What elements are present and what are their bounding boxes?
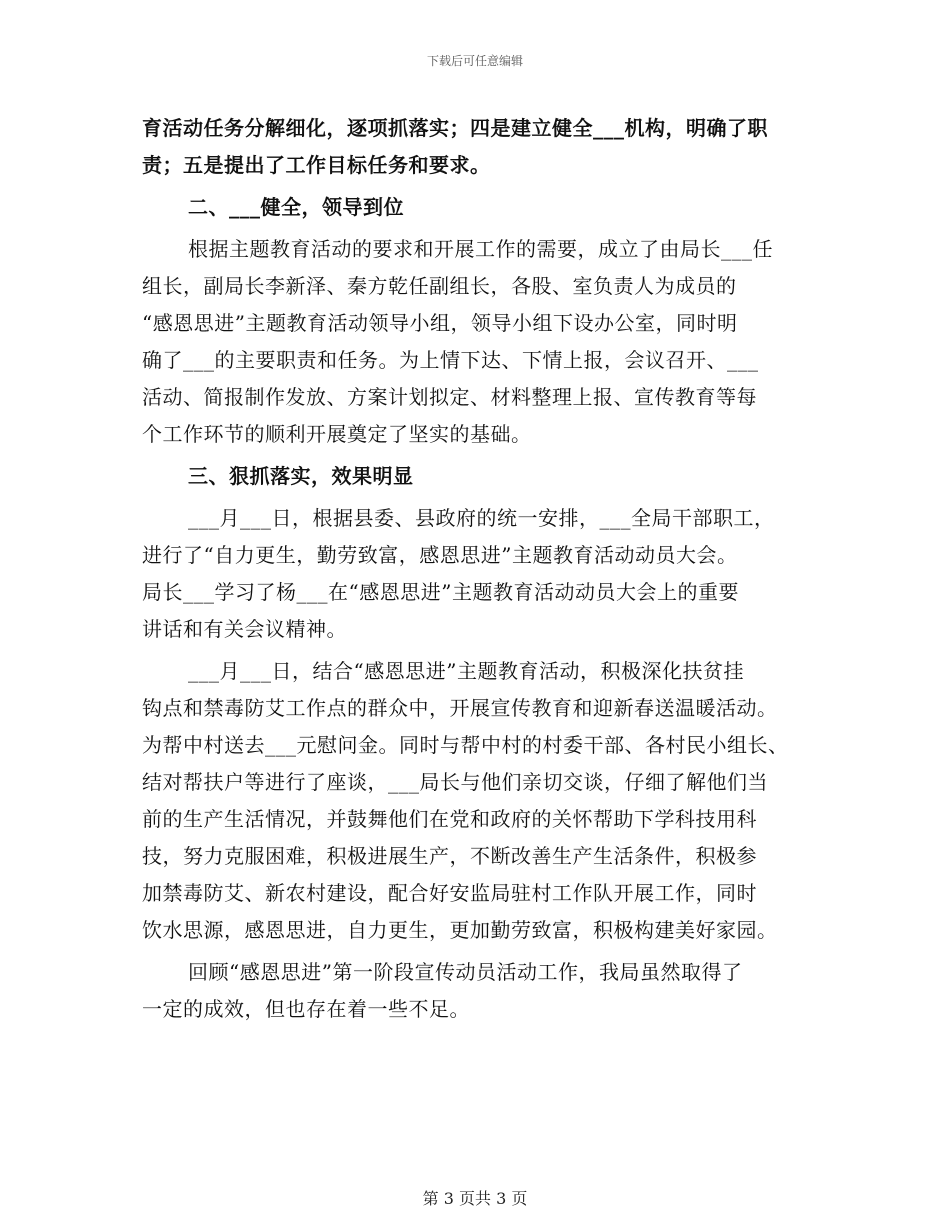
text-line: 责；五是提出了工作目标任务和要求。: [142, 153, 491, 177]
section-heading: [142, 110, 822, 184]
section-heading: [142, 189, 822, 226]
text-line: 二、___健全，领导到位: [188, 195, 404, 219]
text-line: 为帮中村送去___元慰问金。同时与帮中村的村委干部、各村民小组长、: [142, 733, 789, 757]
paragraph: [142, 231, 822, 453]
text-line: 加禁毒防艾、新农村建设，配合好安监局驻村工作队开展工作，同时: [142, 881, 757, 905]
text-line: ___月___日，结合“感恩思进”主题教育活动，积极深化扶贫挂: [188, 659, 744, 683]
paragraph: [142, 954, 822, 1028]
text-line: 讲话和有关会议精神。: [142, 617, 347, 641]
text-line: 结对帮扶户等进行了座谈，___局长与他们亲切交谈，仔细了解他们当: [142, 770, 768, 794]
text-line: 进行了“自力更生，勤劳致富，感恩思进”主题教育活动动员大会。: [142, 543, 738, 567]
paragraph: [142, 653, 822, 949]
text-line: 组长，副局长李新泽、秦方乾任副组长，各股、室负责人为成员的: [142, 274, 737, 298]
text-line: 回顾“感恩思进”第一阶段宣传动员活动工作，我局虽然取得了: [188, 960, 743, 984]
text-line: 活动、简报制作发放、方案计划拟定、材料整理上报、宣传教育等每: [142, 385, 757, 409]
section-heading: [142, 458, 822, 495]
text-line: 育活动任务分解细化，逐项抓落实；四是建立健全___机构，明确了职: [142, 116, 768, 140]
page-footer: 第 3 页共 3 页: [422, 1189, 528, 1208]
text-line: 前的生产生活情况，并鼓舞他们在党和政府的关怀帮助下学科技用科: [142, 807, 757, 831]
page-header: 下载后可任意编辑: [426, 54, 523, 68]
paragraph: [142, 500, 822, 648]
text-line: 饮水思源，感恩思进，自力更生，更加勤劳致富，积极构建美好家园。: [142, 918, 778, 942]
text-line: 确了___的主要职责和任务。为上情下达、下情上报，会议召开、___: [142, 348, 759, 372]
text-line: 技，努力克服困难，积极进展生产，不断改善生产生活条件，积极参: [142, 844, 757, 868]
text-line: 钩点和禁毒防艾工作点的群众中，开展宣传教育和迎新春送温暖活动。: [142, 696, 778, 720]
text-line: 个工作环节的顺利开展奠定了坚实的基础。: [142, 422, 532, 446]
text-line: ___月___日，根据县委、县政府的统一安排，___全局干部职工，: [188, 506, 775, 530]
paragraph-gap: [142, 1028, 822, 1033]
document-body: [142, 110, 822, 1033]
text-line: 根据主题教育活动的要求和开展工作的需要，成立了由局长___任: [188, 237, 773, 261]
text-line: 三、狠抓落实，效果明显: [188, 464, 414, 488]
text-line: 局长___学习了杨___在“感恩思进”主题教育活动动员大会上的重要: [142, 580, 739, 604]
text-line: “感恩思进”主题教育活动领导小组，领导小组下设办公室，同时明: [142, 311, 738, 335]
text-line: 一定的成效，但也存在着一些不足。: [142, 997, 470, 1021]
